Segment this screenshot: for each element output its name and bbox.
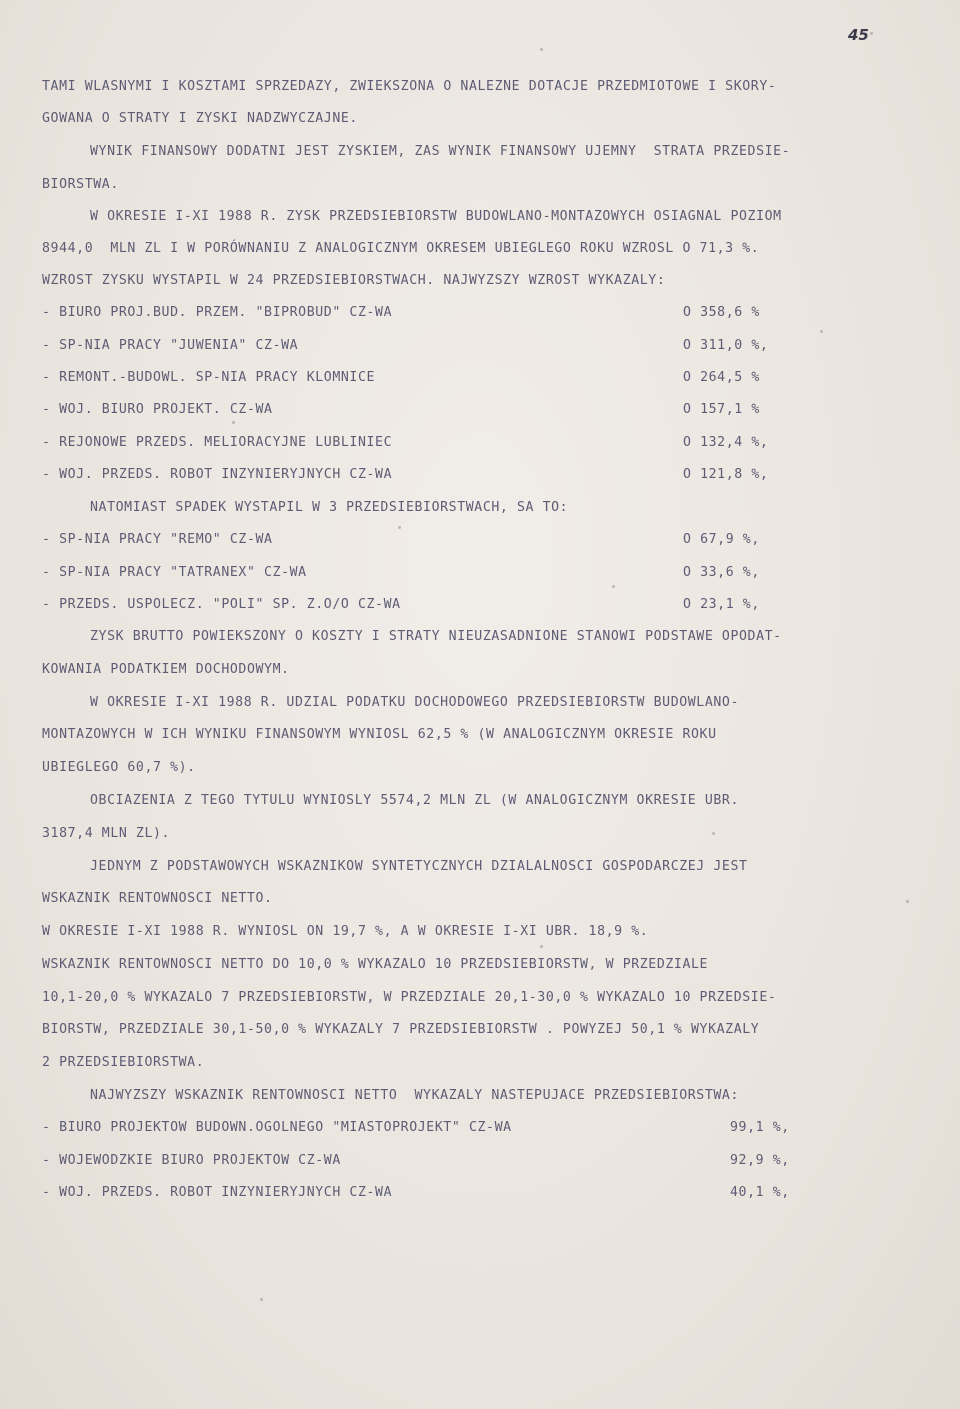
list-item-name: - SP-NIA PRACY "REMO" CZ-WA bbox=[42, 532, 273, 547]
paper-speck bbox=[232, 421, 235, 424]
text-line: NAJWYZSZY WSKAZNIK RENTOWNOSCI NETTO WYKAZALY NASTEPUJACE PRZEDSIEBIORSTWA: bbox=[90, 1088, 740, 1103]
text-line: 3187,4 MLN ZL). bbox=[42, 826, 171, 841]
text-line: W OKRESIE I-XI 1988 R. WYNIOSL ON 19,7 %, A W OKRESIE I-XI UBR. 18,9 %. bbox=[42, 924, 649, 939]
list-item-name: - WOJ. BIURO PROJEKT. CZ-WA bbox=[42, 402, 273, 417]
text-line: OBCIAZENIA Z TEGO TYTULU WYNIOSLY 5574,2 MLN ZL (W ANALOGICZNYM OKRESIE UBR. bbox=[90, 793, 740, 808]
list-item-name: - SP-NIA PRACY "JUWENIA" CZ-WA bbox=[42, 338, 299, 353]
list-item-value: O 264,5 % bbox=[683, 370, 760, 385]
text-line: WSKAZNIK RENTOWNOSCI NETTO DO 10,0 % WYKAZALO 10 PRZEDSIEBIORSTW, W PRZEDZIALE bbox=[42, 957, 709, 972]
text-line: WYNIK FINANSOWY DODATNI JEST ZYSKIEM, ZAS WYNIK FINANSOWY UJEMNY STRATA PRZEDSIE- bbox=[90, 144, 791, 159]
list-item-name: - REJONOWE PRZEDS. MELIORACYJNE LUBLINIEC bbox=[42, 435, 393, 450]
list-item-value: O 33,6 %, bbox=[683, 565, 760, 580]
paper-speck bbox=[260, 1298, 263, 1301]
list-item-value: O 311,0 %, bbox=[683, 338, 769, 353]
list-item-name: - REMONT.-BUDOWL. SP-NIA PRACY KLOMNICE bbox=[42, 370, 376, 385]
list-item-name: - SP-NIA PRACY "TATRANEX" CZ-WA bbox=[42, 565, 307, 580]
text-line: NATOMIAST SPADEK WYSTAPIL W 3 PRZEDSIEBIORSTWACH, SA TO: bbox=[90, 500, 569, 515]
text-line: BIORSTW, PRZEDZIALE 30,1-50,0 % WYKAZALY 7 PRZEDSIEBIORSTW . POWYZEJ 50,1 % WYKAZALY bbox=[42, 1022, 760, 1037]
paper-speck bbox=[540, 48, 543, 51]
list-item-name: - BIURO PROJEKTOW BUDOWN.OGOLNEGO "MIASTOPROJEKT" CZ-WA bbox=[42, 1120, 512, 1135]
text-line: ZYSK BRUTTO POWIEKSZONY O KOSZTY I STRATY NIEUZASADNIONE STANOWI PODSTAWE OPODAT- bbox=[90, 629, 782, 644]
list-item-name: - PRZEDS. USPOLECZ. "POLI" SP. Z.O/O CZ-WA bbox=[42, 597, 401, 612]
page-number: 45 bbox=[848, 26, 869, 44]
list-item-value: O 23,1 %, bbox=[683, 597, 760, 612]
paper-speck bbox=[906, 900, 909, 903]
list-item-name: - BIURO PROJ.BUD. PRZEM. "BIPROBUD" CZ-WA bbox=[42, 305, 393, 320]
text-line: UBIEGLEGO 60,7 %). bbox=[42, 760, 196, 775]
list-item-value: O 132,4 %, bbox=[683, 435, 769, 450]
text-line: W OKRESIE I-XI 1988 R. UDZIAL PODATKU DOCHODOWEGO PRZEDSIEBIORSTW BUDOWLANO- bbox=[90, 695, 740, 710]
list-item-value: O 157,1 % bbox=[683, 402, 760, 417]
list-item-name: - WOJ. PRZEDS. ROBOT INZYNIERYJNYCH CZ-WA bbox=[42, 467, 393, 482]
list-item-value: 99,1 %, bbox=[730, 1120, 790, 1135]
text-line: BIORSTWA. bbox=[42, 177, 119, 192]
text-line: JEDNYM Z PODSTAWOWYCH WSKAZNIKOW SYNTETYCZNYCH DZIALALNOSCI GOSPODARCZEJ JEST bbox=[90, 859, 748, 874]
text-line: 2 PRZEDSIEBIORSTWA. bbox=[42, 1055, 205, 1070]
list-item-value: 92,9 %, bbox=[730, 1153, 790, 1168]
text-line: WZROST ZYSKU WYSTAPIL W 24 PRZEDSIEBIORSTWACH. NAJWYZSZY WZROST WYKAZALY: bbox=[42, 273, 666, 288]
text-line: 10,1-20,0 % WYKAZALO 7 PRZEDSIEBIORSTW, W PRZEDZIALE 20,1-30,0 % WYKAZALO 10 PRZEDSIE- bbox=[42, 990, 777, 1005]
list-item-name: - WOJEWODZKIE BIURO PROJEKTOW CZ-WA bbox=[42, 1153, 341, 1168]
paper-speck bbox=[820, 330, 823, 333]
paper-speck bbox=[398, 526, 401, 529]
text-line: KOWANIA PODATKIEM DOCHODOWYM. bbox=[42, 662, 290, 677]
paper-speck bbox=[612, 585, 615, 588]
list-item-value: O 121,8 %, bbox=[683, 467, 769, 482]
text-line: GOWANA O STRATY I ZYSKI NADZWYCZAJNE. bbox=[42, 111, 358, 126]
text-line: 8944,0 MLN ZL I W PORÓWNANIU Z ANALOGICZNYM OKRESEM UBIEGLEGO ROKU WZROSL O 71,3 %. bbox=[42, 241, 760, 256]
text-line: MONTAZOWYCH W ICH WYNIKU FINANSOWYM WYNIOSL 62,5 % (W ANALOGICZNYM OKRESIE ROKU bbox=[42, 727, 717, 742]
paper-speck bbox=[870, 32, 873, 35]
paper-speck bbox=[712, 832, 715, 835]
text-line: WSKAZNIK RENTOWNOSCI NETTO. bbox=[42, 891, 273, 906]
list-item-value: O 358,6 % bbox=[683, 305, 760, 320]
text-line: W OKRESIE I-XI 1988 R. ZYSK PRZEDSIEBIORSTW BUDOWLANO-MONTAZOWYCH OSIAGNAL POZIOM bbox=[90, 209, 782, 224]
list-item-name: - WOJ. PRZEDS. ROBOT INZYNIERYJNYCH CZ-WA bbox=[42, 1185, 393, 1200]
paper-speck bbox=[540, 945, 543, 948]
list-item-value: 40,1 %, bbox=[730, 1185, 790, 1200]
text-line: TAMI WLASNYMI I KOSZTAMI SPRZEDAZY, ZWIEKSZONA O NALEZNE DOTACJE PRZEDMIOTOWE I SKORY- bbox=[42, 79, 777, 94]
list-item-value: O 67,9 %, bbox=[683, 532, 760, 547]
